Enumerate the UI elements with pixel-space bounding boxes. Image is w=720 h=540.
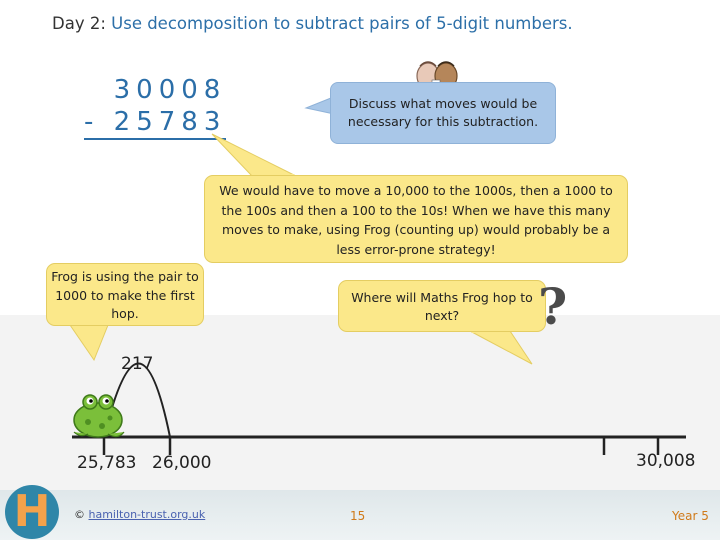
sum-minuend: 30008 bbox=[113, 75, 227, 105]
discuss-bubble: Discuss what moves would be necessary for this subtraction. bbox=[330, 82, 556, 144]
label-end: 30,008 bbox=[636, 451, 696, 471]
site-link[interactable]: hamilton-trust.org.uk bbox=[88, 508, 206, 521]
copyright-symbol: © bbox=[74, 508, 85, 521]
title-lesson: Use decomposition to subtract pairs of 5-digit numbers. bbox=[111, 14, 573, 33]
question-mark-icon: ? bbox=[538, 277, 568, 336]
sum-subtrahend: - 25783 bbox=[84, 106, 226, 140]
next-hop-bubble: Where will Maths Frog hop to next? bbox=[338, 280, 546, 332]
label-start: 25,783 bbox=[77, 453, 137, 473]
copyright-notice bbox=[74, 508, 205, 521]
title-day: Day 2: bbox=[52, 14, 112, 33]
frog-icon bbox=[66, 388, 130, 442]
page-number: 15 bbox=[350, 509, 366, 523]
label-first-jump: 26,000 bbox=[152, 453, 212, 473]
frog-pair-bubble: Frog is using the pair to 1000 to make the first hop. bbox=[46, 263, 204, 326]
moves-explanation-bubble: We would have to move a 10,000 to the 1000s, then a 1000 to the 100s and then a 100 to the 10s! When we have this many moves to make, using Frog (counting up) would probably be a less error-prone strategy! bbox=[204, 175, 628, 263]
hop-label: 217 bbox=[121, 354, 154, 374]
year-group: Year 5 bbox=[672, 509, 709, 523]
hamilton-logo-icon: H bbox=[5, 485, 59, 539]
